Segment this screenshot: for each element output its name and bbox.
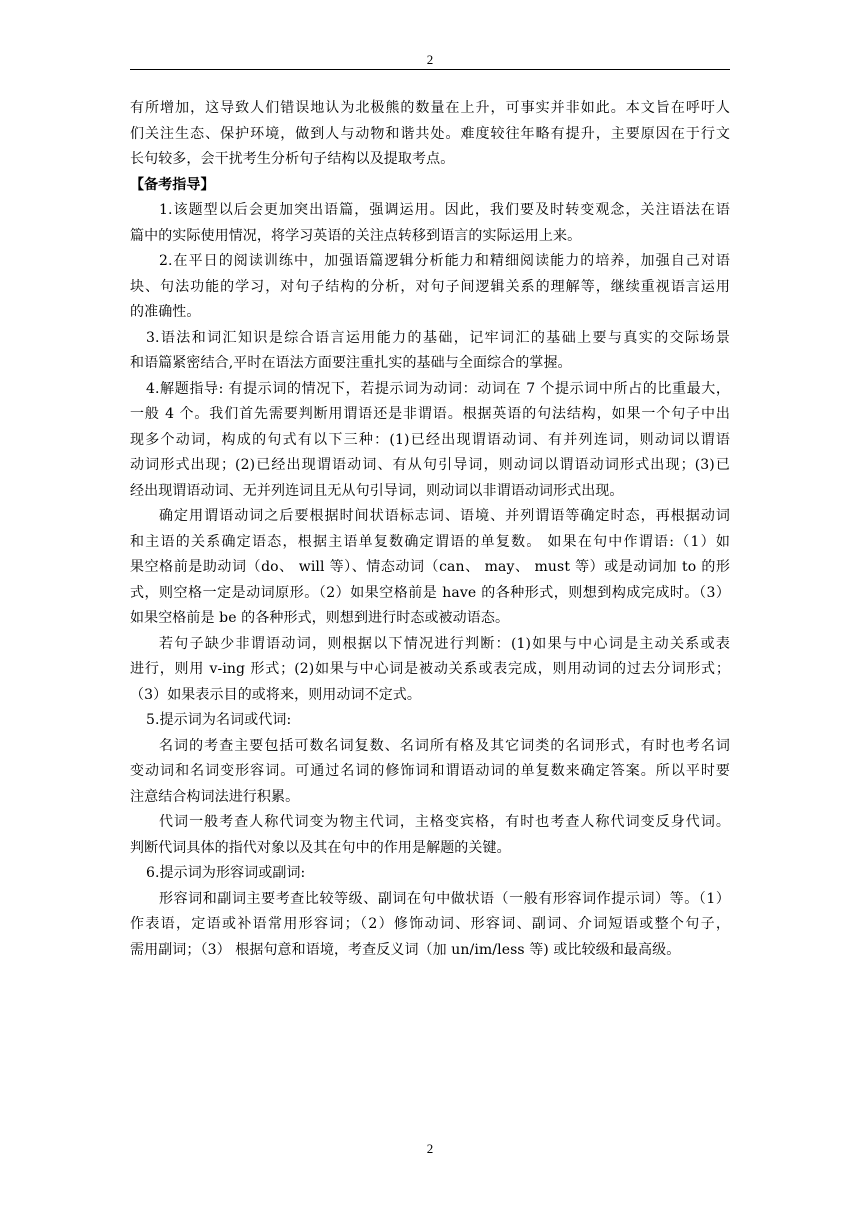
- body-line: 有所增加，这导致人们错误地认为北极熊的数量在上升，可事实并非如此。本文旨在呼吁人: [130, 100, 730, 116]
- body-line: 判断代词具体的指代对象以及其在句中的作用是解题的关键。: [130, 839, 511, 856]
- body-line: 的准确性。: [130, 304, 201, 320]
- body-line: 动词形式出现；(2)已经出现谓语动词、有从句引导词，则动词以谓语动词形式出现；(3)已: [130, 457, 730, 473]
- body-line: 式，则空格一定是动词原形。（2）如果空格前是 have 的各种形式，则想到构成完成时。（3）: [130, 584, 730, 601]
- body-line: 块、句法功能的学习，对句子结构的分析，对句子间逻辑关系的理解等，继续重视语言运用: [130, 278, 730, 295]
- section-heading: 【备考指导】: [130, 176, 215, 193]
- body-line: 和语篇紧密结合,平时在语法方面要注重扎实的基础与全面综合的掌握。: [130, 355, 572, 371]
- body-line: 们关注生态、保护环境，做到人与动物和谐共处。难度较往年略有提升，主要原因在于行文: [130, 125, 730, 142]
- body-line: （3）如果表示目的或将来，则用动词不定式。: [130, 686, 422, 703]
- body-line: 进行，则用 v-ing 形式；(2)如果与中心词是被动关系或表完成，则用动词的过去分词形式；: [130, 661, 730, 677]
- body-line: 如果空格前是 be 的各种形式，则想到进行时态或被动语态。: [130, 610, 510, 626]
- body-line: 4.解题指导: 有提示词的情况下，若提示词为动词：动词在 7 个提示词中所占的比重最大，: [146, 380, 730, 397]
- body-line: 3.语法和词汇知识是综合语言运用能力的基础，记牢词汇的基础上要与真实的交际场景: [146, 329, 730, 346]
- body-line: 6.提示词为形容词或副词:: [146, 865, 306, 881]
- body-line: 代词一般考查人称代词变为物主代词，主格变宾格，有时也考查人称代词变反身代词。: [159, 814, 730, 830]
- document-body: [130, 96, 730, 963]
- body-line: 一般 4 个。我们首先需要判断用谓语还是非谓语。根据英语的句法结构，如果一个句子中出: [130, 406, 730, 422]
- body-line: 注意结合构词法进行积累。: [130, 788, 300, 805]
- body-line: 若句子缺少非谓语动词，则根据以下情况进行判断：(1)如果与中心词是主动关系或表: [159, 635, 730, 652]
- body-line: 需用副词；（3） 根据句意和语境，考查反义词（加 un/im/less 等) 或比较级和最高级。: [130, 941, 681, 958]
- body-line: 1.该题型以后会更加突出语篇，强调运用。因此，我们要及时转变观念，关注语法在语: [159, 202, 730, 218]
- body-line: 果空格前是助动词（do、 will 等）、情态动词（can、 may、 must 等）或是动词加 to 的形: [130, 559, 730, 575]
- header-page-number: 2: [426, 52, 434, 67]
- body-line: 名词的考查主要包括可数名词复数、名词所有格及其它词类的名词形式，有时也考名词: [159, 737, 730, 754]
- footer-page-number: 2: [426, 1141, 434, 1156]
- body-line: 长句较多，会干扰考生分析句子结构以及提取考点。: [130, 151, 455, 167]
- body-line: 确定用谓语动词之后要根据时间状语标志词、语境、并列谓语等确定时态，再根据动词: [159, 508, 730, 524]
- body-line: 5.提示词为名词或代词:: [146, 712, 292, 728]
- header-divider: [130, 69, 730, 70]
- body-line: 和主语的关系确定语态，根据主语单复数确定谓语的单复数。 如果在句中作谓语:（1）如: [130, 533, 730, 550]
- body-line: 篇中的实际使用情况，将学习英语的关注点转移到语言的实际运用上来。: [130, 227, 582, 244]
- body-line: 现多个动词，构成的句式有以下三种：(1)已经出现谓语动词、有并列连词，则动词以谓语: [130, 431, 730, 448]
- body-line: 形容词和副词主要考查比较等级、副词在句中做状语（一般有形容词作提示词）等。（1）: [159, 890, 730, 907]
- body-line: 变动词和名词变形容词。可通过名词的修饰词和谓语动词的单复数来确定答案。所以平时要: [130, 763, 730, 779]
- body-line: 2.在平日的阅读训练中，加强语篇逻辑分析能力和精细阅读能力的培养，加强自己对语: [159, 253, 730, 269]
- body-line: 经出现谓语动词、无并列连词且无从句引导词，则动词以非谓语动词形式出现。: [130, 482, 624, 499]
- body-line: 作表语，定语或补语常用形容词；（2）修饰动词、形容词、副词、介词短语或整个句子，: [130, 916, 730, 932]
